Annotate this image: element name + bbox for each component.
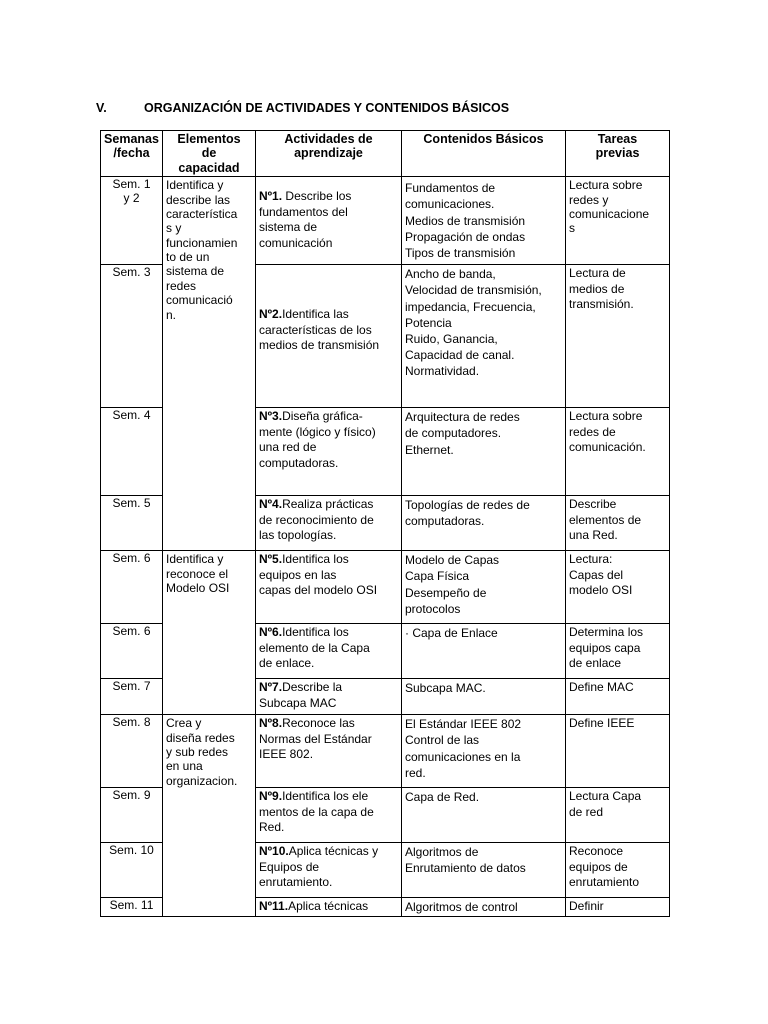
tasks-line: redes de bbox=[569, 424, 616, 439]
activity-line: Nº5.Identifica los bbox=[259, 552, 349, 567]
header-line: Actividades de bbox=[284, 132, 373, 146]
activities-table bbox=[100, 130, 670, 917]
activity-line: Equipos de bbox=[259, 859, 320, 874]
contents-line: Ancho de banda, bbox=[405, 267, 496, 282]
activity-cell bbox=[256, 408, 402, 496]
tasks-line: transmisión. bbox=[569, 297, 634, 312]
capacity-line: sistema de bbox=[166, 264, 225, 279]
activity-line: Nº8.Reconoce las bbox=[259, 716, 355, 731]
header-line: capacidad bbox=[178, 160, 240, 175]
header-tasks bbox=[566, 131, 670, 177]
contents-line: Algoritmos de bbox=[405, 845, 479, 860]
contents-line: computadoras. bbox=[405, 514, 485, 529]
activity-number: Nº1. bbox=[259, 189, 283, 204]
contents-cell bbox=[402, 496, 566, 551]
tasks-line: Reconoce bbox=[569, 844, 624, 859]
week-cell bbox=[101, 265, 163, 408]
activity-line: capas del modelo OSI bbox=[259, 583, 378, 598]
section-title: ORGANIZACIÓN DE ACTIVIDADES Y CONTENIDOS BÁSICOS bbox=[144, 101, 510, 115]
activity-line: características de los bbox=[259, 322, 372, 337]
week-cell bbox=[101, 551, 163, 624]
contents-cell bbox=[402, 679, 566, 715]
contents-cell bbox=[402, 788, 566, 843]
tasks-line: Lectura: bbox=[569, 552, 613, 567]
week-line: Sem. 7 bbox=[112, 679, 151, 694]
week-line: Sem. 5 bbox=[112, 496, 151, 511]
capacity-element-cell bbox=[163, 715, 256, 917]
tasks-line: redes y bbox=[569, 192, 609, 207]
week-cell bbox=[101, 788, 163, 843]
activity-number: Nº7. bbox=[259, 680, 283, 695]
tasks-line: medios de bbox=[569, 281, 625, 296]
tasks-line: Lectura sobre bbox=[569, 409, 643, 424]
activity-line: Nº9.Identifica los ele bbox=[259, 789, 369, 804]
activity-line: elemento de la Capa bbox=[259, 640, 370, 655]
header-line: Contenidos Básicos bbox=[423, 132, 544, 146]
contents-line: Ruido, Ganancia, bbox=[405, 331, 498, 346]
contents-cell bbox=[402, 408, 566, 496]
table-row bbox=[101, 715, 670, 788]
tasks-line: Definir bbox=[569, 899, 604, 914]
capacity-line: Modelo OSI bbox=[166, 580, 230, 595]
header-line: Semanas bbox=[104, 132, 159, 146]
capacity-line: describe las bbox=[166, 192, 231, 207]
contents-cell bbox=[402, 624, 566, 679]
contents-line: Control de las bbox=[405, 733, 480, 748]
tasks-line: comunicacione bbox=[569, 206, 650, 221]
contents-line: protocolos bbox=[405, 601, 461, 616]
tasks-cell bbox=[566, 624, 670, 679]
contents-line: red. bbox=[405, 765, 426, 780]
activity-line: Nº3.Diseña gráfica- bbox=[259, 409, 363, 424]
capacity-line: característica bbox=[166, 206, 238, 221]
week-line: Sem. 1 bbox=[112, 177, 151, 192]
week-cell bbox=[101, 898, 163, 917]
activity-number: Nº6. bbox=[259, 625, 283, 640]
week-cell bbox=[101, 177, 163, 265]
activity-line: Nº11.Aplica técnicas bbox=[259, 899, 369, 914]
contents-cell bbox=[402, 551, 566, 624]
activity-number: Nº2. bbox=[259, 307, 283, 322]
tasks-cell bbox=[566, 496, 670, 551]
activity-number: Nº11. bbox=[259, 899, 289, 914]
capacity-element-cell bbox=[163, 551, 256, 715]
week-cell bbox=[101, 715, 163, 788]
contents-line: impedancia, Frecuencia, bbox=[405, 299, 536, 314]
table-header-row bbox=[101, 131, 670, 177]
contents-line: Subcapa MAC. bbox=[405, 681, 486, 696]
tasks-cell bbox=[566, 679, 670, 715]
week-cell bbox=[101, 496, 163, 551]
activity-line: Nº2.Identifica las bbox=[259, 307, 349, 322]
contents-cell bbox=[402, 265, 566, 408]
activity-line: Nº1. Describe los bbox=[259, 189, 352, 204]
contents-line: Arquitectura de redes bbox=[405, 410, 520, 425]
tasks-cell bbox=[566, 843, 670, 898]
contents-line: Propagación de ondas bbox=[405, 229, 526, 244]
tasks-line: de red bbox=[569, 804, 604, 819]
tasks-line: s bbox=[569, 221, 575, 236]
activity-line: de enlace. bbox=[259, 656, 315, 671]
week-cell bbox=[101, 624, 163, 679]
activity-number: Nº10. bbox=[259, 844, 289, 859]
week-line: Sem. 6 bbox=[112, 624, 151, 639]
contents-line: Fundamentos de bbox=[405, 181, 496, 196]
activity-cell bbox=[256, 265, 402, 408]
activity-line: Red. bbox=[259, 820, 285, 835]
activity-cell bbox=[256, 177, 402, 265]
week-line: Sem. 9 bbox=[112, 788, 151, 803]
week-cell bbox=[101, 679, 163, 715]
activity-line: Nº4.Realiza prácticas bbox=[259, 497, 374, 512]
contents-line: de computadores. bbox=[405, 426, 502, 441]
capacity-line: s y bbox=[166, 221, 182, 236]
tasks-line: Define IEEE bbox=[569, 716, 635, 731]
tasks-line: comunicación. bbox=[569, 440, 646, 455]
tasks-line: elementos de bbox=[569, 512, 642, 527]
activity-number: Nº3. bbox=[259, 409, 283, 424]
activity-cell bbox=[256, 715, 402, 788]
tasks-cell bbox=[566, 788, 670, 843]
activity-number: Nº5. bbox=[259, 552, 283, 567]
contents-cell bbox=[402, 715, 566, 788]
header-line: previas bbox=[595, 146, 640, 161]
contents-cell bbox=[402, 177, 566, 265]
capacity-line: Crea y bbox=[166, 716, 202, 731]
contents-line: Ethernet. bbox=[405, 442, 454, 457]
activity-line: mente (lógico y físico) bbox=[259, 424, 376, 439]
contents-line: El Estándar IEEE 802 bbox=[405, 717, 522, 732]
contents-line: Desempeño de bbox=[405, 585, 487, 600]
tasks-cell bbox=[566, 265, 670, 408]
table-row bbox=[101, 177, 670, 265]
capacity-line: en una bbox=[166, 759, 203, 774]
tasks-line: Capas del bbox=[569, 567, 624, 582]
contents-line: Medios de transmisión bbox=[405, 213, 526, 228]
header-line: Tareas bbox=[597, 132, 638, 146]
contents-cell bbox=[402, 898, 566, 917]
header-line: /fecha bbox=[113, 146, 150, 161]
activity-line: mentos de la capa de bbox=[259, 804, 374, 819]
week-line: Sem. 10 bbox=[109, 843, 154, 858]
header-line: de bbox=[201, 146, 217, 161]
activity-cell bbox=[256, 496, 402, 551]
capacity-line: Identifica y bbox=[166, 552, 224, 567]
header-line: aprendizaje bbox=[294, 146, 363, 161]
week-line: y 2 bbox=[123, 190, 140, 205]
table-row bbox=[101, 551, 670, 624]
tasks-line: Define MAC bbox=[569, 680, 634, 695]
activity-line: Subcapa MAC bbox=[259, 695, 337, 710]
activity-cell bbox=[256, 679, 402, 715]
tasks-line: modelo OSI bbox=[569, 583, 633, 598]
activity-cell bbox=[256, 898, 402, 917]
capacity-line: reconoce el bbox=[166, 566, 229, 581]
tasks-cell bbox=[566, 898, 670, 917]
tasks-line: Lectura de bbox=[569, 266, 626, 281]
activity-cell bbox=[256, 551, 402, 624]
capacity-line: redes bbox=[166, 278, 197, 293]
activity-line: equipos en las bbox=[259, 567, 337, 582]
tasks-line: enrutamiento bbox=[569, 875, 640, 890]
activity-line: Nº10.Aplica técnicas y bbox=[259, 844, 379, 859]
header-activities bbox=[256, 131, 402, 177]
activity-line: de reconocimiento de bbox=[259, 512, 374, 527]
section-number: V. bbox=[96, 101, 107, 115]
tasks-line: de enlace bbox=[569, 656, 622, 671]
contents-line: Capa de Red. bbox=[405, 790, 480, 805]
activity-line: sistema de bbox=[259, 220, 318, 235]
contents-line: Enrutamiento de datos bbox=[405, 861, 526, 876]
activity-line: medios de transmisión bbox=[259, 338, 380, 353]
capacity-line: y sub redes bbox=[166, 744, 229, 759]
contents-line: Tipos de transmisión bbox=[405, 245, 516, 260]
tasks-cell bbox=[566, 551, 670, 624]
capacity-line: Identifica y bbox=[166, 178, 224, 193]
activity-line: una red de bbox=[259, 440, 317, 455]
contents-line: Velocidad de transmisión, bbox=[405, 283, 542, 298]
activity-number: Nº9. bbox=[259, 789, 283, 804]
week-line: Sem. 4 bbox=[112, 408, 151, 423]
header-contents bbox=[402, 131, 566, 177]
activity-number: Nº4. bbox=[259, 497, 283, 512]
contents-line: Capa Física bbox=[405, 569, 470, 584]
capacity-element-cell bbox=[163, 177, 256, 551]
activity-line: fundamentos del bbox=[259, 204, 348, 219]
capacity-line: funcionamien bbox=[166, 235, 238, 250]
contents-line: Normatividad. bbox=[405, 364, 480, 379]
tasks-cell bbox=[566, 177, 670, 265]
week-line: Sem. 6 bbox=[112, 551, 151, 566]
header-weeks bbox=[101, 131, 163, 177]
activity-number: Nº8. bbox=[259, 716, 283, 731]
contents-line: Modelo de Capas bbox=[405, 553, 500, 568]
section-heading bbox=[96, 101, 509, 115]
contents-line: comunicaciones en la bbox=[405, 749, 521, 764]
capacity-line: comunicació bbox=[166, 293, 233, 308]
tasks-line: Lectura Capa bbox=[569, 789, 642, 804]
contents-line: Topologías de redes de bbox=[405, 498, 530, 513]
contents-line: Algoritmos de control bbox=[405, 900, 518, 915]
week-line: Sem. 3 bbox=[112, 265, 151, 280]
header-elements bbox=[163, 131, 256, 177]
contents-line: comunicaciones. bbox=[405, 197, 495, 212]
activity-line: comunicación bbox=[259, 235, 333, 250]
week-line: Sem. 8 bbox=[112, 715, 151, 730]
capacity-line: to de un bbox=[166, 250, 210, 265]
week-cell bbox=[101, 408, 163, 496]
activity-line: computadoras. bbox=[259, 455, 339, 470]
activity-cell bbox=[256, 843, 402, 898]
week-cell bbox=[101, 843, 163, 898]
capacity-line: diseña redes bbox=[166, 730, 235, 745]
activity-line: Nº6.Identifica los bbox=[259, 625, 349, 640]
contents-cell bbox=[402, 843, 566, 898]
activity-line: enrutamiento. bbox=[259, 875, 333, 890]
header-line: Elementos bbox=[177, 132, 241, 146]
activity-cell bbox=[256, 624, 402, 679]
tasks-line: equipos capa bbox=[569, 640, 641, 655]
contents-line: Capacidad de canal. bbox=[405, 348, 515, 363]
activity-line: las topologías. bbox=[259, 528, 337, 543]
tasks-line: Lectura sobre bbox=[569, 178, 643, 193]
tasks-line: equipos de bbox=[569, 859, 628, 874]
activity-line: Normas del Estándar bbox=[259, 731, 372, 746]
tasks-cell bbox=[566, 715, 670, 788]
tasks-cell bbox=[566, 408, 670, 496]
capacity-line: organizacion. bbox=[166, 773, 238, 788]
contents-line: Potencia bbox=[405, 315, 452, 330]
activity-line: IEEE 802. bbox=[259, 747, 314, 762]
tasks-line: Determina los bbox=[569, 625, 644, 640]
contents-line: · Capa de Enlace bbox=[405, 626, 498, 641]
tasks-line: una Red. bbox=[569, 528, 618, 543]
tasks-line: Describe bbox=[569, 497, 617, 512]
capacity-line: n. bbox=[166, 307, 177, 322]
week-line: Sem. 11 bbox=[109, 898, 154, 913]
activity-line: Nº7.Describe la bbox=[259, 680, 343, 695]
activity-cell bbox=[256, 788, 402, 843]
